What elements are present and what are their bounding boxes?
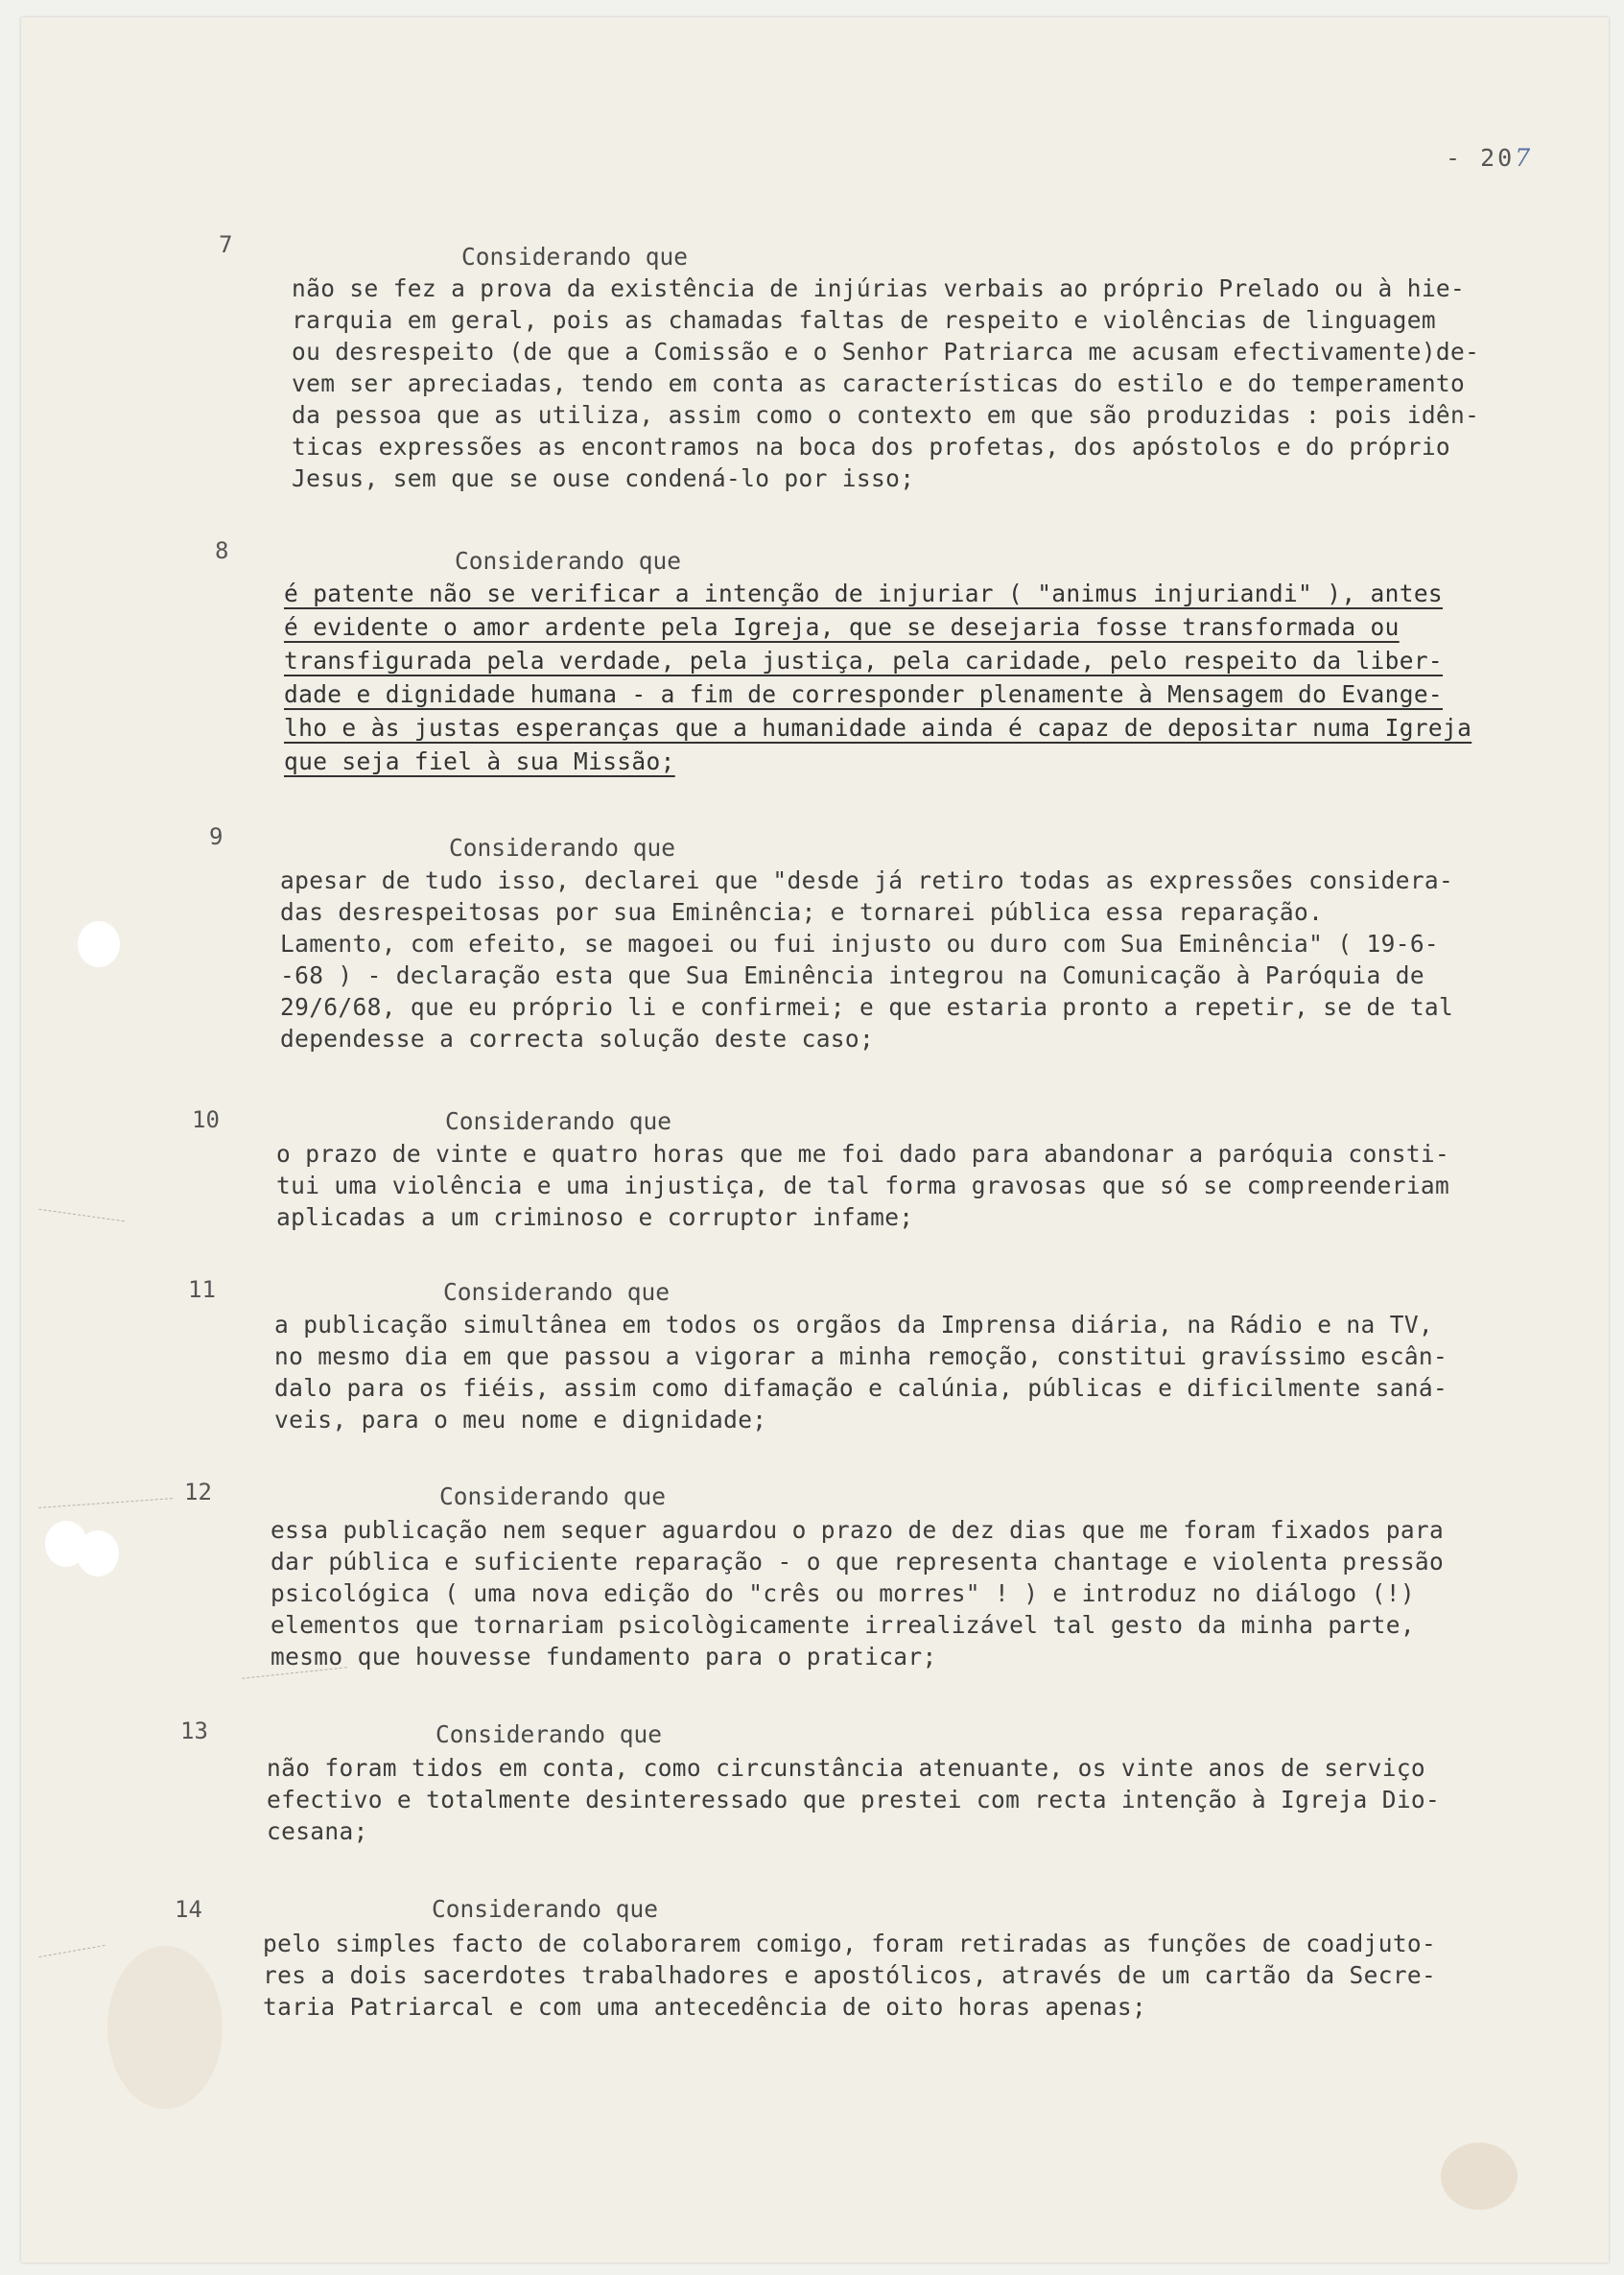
text-line: a publicação simultânea em todos os orgãos da Imprensa diária, na Rádio e na TV, — [274, 1311, 1434, 1339]
text-line: não se fez a prova da existência de injúrias verbais ao próprio Prelado ou à hie- — [292, 274, 1466, 302]
section-number: 10 — [192, 1106, 220, 1133]
paper-stain — [107, 1946, 223, 2109]
text-line: ou desrespeito (de que a Comissão e o Senhor Patriarca me acusam efectivamente)de- — [292, 338, 1480, 366]
section-number: 14 — [175, 1896, 202, 1923]
text-line: elementos que tornariam psicològicamente irrealizável tal gesto da minha parte, — [271, 1611, 1415, 1639]
page-number-prefix: - 20 — [1446, 144, 1516, 172]
section-heading: Considerando que — [443, 1278, 671, 1306]
section-heading: Considerando que — [439, 1482, 667, 1510]
page-number — [1446, 144, 1533, 172]
document-page — [21, 17, 1609, 2263]
section-heading: Considerando que — [435, 1720, 663, 1748]
text-line: pelo simples facto de colaborarem comigo, foram retiradas as funções de coadjuto- — [263, 1930, 1437, 1957]
text-line: ticas expressões as encontramos na boca dos profetas, dos apóstolos e do próprio — [292, 433, 1451, 461]
text-line: rarquia em geral, pois as chamadas faltas de respeito e violências de linguagem — [292, 306, 1436, 334]
text-line: essa publicação nem sequer aguardou o prazo de dez dias que me foram fixados para — [271, 1516, 1445, 1544]
section-number: 13 — [180, 1718, 208, 1744]
section-heading: Considerando que — [432, 1895, 659, 1923]
text-line: no mesmo dia em que passou a vigorar a minha remoção, constitui gravíssimo escân- — [274, 1342, 1448, 1370]
text-line: não foram tidos em conta, como circunstância atenuante, os vinte anos de serviço — [267, 1754, 1426, 1782]
text-line: -68 ) - declaração esta que Sua Eminência integrou na Comunicação à Paróquia de — [280, 961, 1424, 989]
text-line: apesar de tudo isso, declarei que "desde já retiro todas as expressões considera- — [280, 866, 1454, 894]
text-line: das desrespeitosas por sua Eminência; e tornarei pública essa reparação. — [280, 898, 1324, 926]
text-line: da pessoa que as utiliza, assim como o contexto em que são produzidas : pois idên- — [292, 401, 1480, 429]
punch-hole — [77, 1530, 119, 1576]
text-line: psicológica ( uma nova edição do "crês ou morres" ! ) e introduz no diálogo (!) — [271, 1579, 1415, 1607]
text-line: efectivo e totalmente desinteressado que prestei com recta intenção à Igreja Dio- — [267, 1786, 1441, 1813]
text-line: vem ser apreciadas, tendo em conta as características do estilo e do temperamento — [292, 369, 1466, 397]
underlined-text-line: dade e dignidade humana - a fim de corresponder plenamente à Mensagem do Evange- — [284, 680, 1444, 708]
text-line: dar pública e suficiente reparação - o que representa chantage e violenta pressão — [271, 1548, 1445, 1576]
text-line: o prazo de vinte e quatro horas que me foi dado para abandonar a paróquia consti- — [276, 1140, 1450, 1168]
section-number: 8 — [215, 537, 229, 564]
section-number: 12 — [184, 1479, 212, 1505]
text-line: res a dois sacerdotes trabalhadores e apostólicos, através de um cartão da Secre- — [263, 1961, 1437, 1989]
text-line: dependesse a correcta solução deste caso; — [280, 1025, 875, 1053]
section-heading: Considerando que — [461, 243, 689, 271]
pencil-mark — [38, 1945, 105, 1957]
text-line: cesana; — [267, 1817, 368, 1845]
page-number-correction: 7 — [1515, 144, 1534, 172]
underlined-text-line: transfigurada pela verdade, pela justiça, pela caridade, pelo respeito da liber- — [284, 647, 1444, 675]
pencil-mark — [38, 1498, 173, 1508]
text-line: mesmo que houvesse fundamento para o praticar; — [271, 1643, 937, 1671]
underlined-text-line: é patente não se verificar a intenção de injuriar ( "animus injuriandi" ), antes — [284, 580, 1444, 607]
text-line: taria Patriarcal e com uma antecedência de oito horas apenas; — [263, 1993, 1147, 2021]
section-heading: Considerando que — [455, 547, 682, 575]
text-line: tui uma violência e uma injustiça, de tal forma gravosas que só se compreenderiam — [276, 1172, 1450, 1199]
paper-stain — [1441, 2143, 1518, 2210]
text-line: aplicadas a um criminoso e corruptor infame; — [276, 1203, 914, 1231]
text-line: veis, para o meu nome e dignidade; — [274, 1406, 767, 1434]
section-number: 9 — [209, 823, 224, 850]
section-heading: Considerando que — [445, 1107, 672, 1135]
pencil-mark — [38, 1209, 124, 1222]
text-line: 29/6/68, que eu próprio li e confirmei; e que estaria pronto a repetir, se de tal — [280, 993, 1454, 1021]
text-line: Jesus, sem que se ouse condená-lo por isso; — [292, 464, 915, 492]
underlined-text-line: lho e às justas esperanças que a humanidade ainda é capaz de depositar numa Igreja — [284, 714, 1472, 742]
section-number: 7 — [219, 231, 233, 258]
section-number: 11 — [188, 1276, 216, 1303]
underlined-text-line: que seja fiel à sua Missão; — [284, 747, 675, 775]
underlined-text-line: é evidente o amor ardente pela Igreja, que se desejaria fosse transformada ou — [284, 613, 1400, 641]
text-line: dalo para os fiéis, assim como difamação e calúnia, públicas e dificilmente saná- — [274, 1374, 1448, 1402]
text-line: Lamento, com efeito, se magoei ou fui injusto ou duro com Sua Eminência" ( 19-6- — [280, 930, 1440, 958]
section-heading: Considerando que — [449, 834, 676, 862]
punch-hole — [78, 921, 120, 967]
